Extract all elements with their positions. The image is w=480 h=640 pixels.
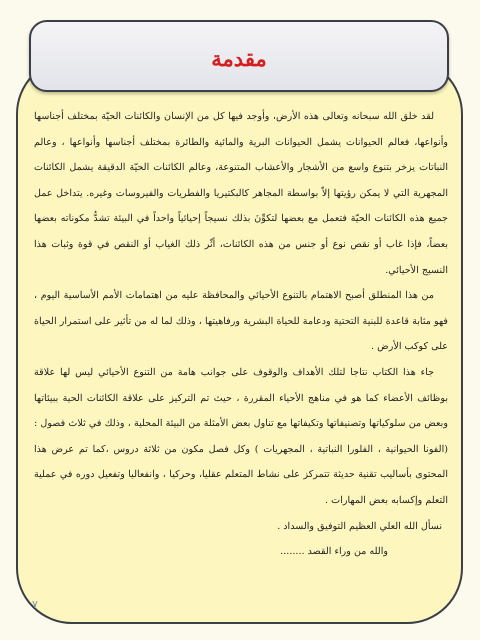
introduction-body — [34, 104, 448, 565]
paragraph-creation: لقد خلق الله سبحانه وتعالى هذه الأرض، وأوجد فيها كل من الإنسان والكائنات الحيّة بمختلف أجناسها وأنواعها، فعالم الحيوانات يشمل الحيوانات البرية والمائية والطائرة بمختلف أجناسها وأنواعها ، وعالم النباتات يزخر بتنوع واسع من الأشجار والأعشاب المتنوعة، وعالم الكائنات الحيّة الدقيقة يشمل الكائنات المجهرية التي لا يمكن رؤيتها إلاّ بواسطة المجاهر كالبكتيريا والفطريات والفيروسات وغيره. يتداخل عمل جميع هذه الكائنات الحيّة فتعمل مع بعضها لتكوِّنَ بذلك نسيجاً إحيائياً واحداً في البيئة تشدُّ مكوناته بعضها بعضاً، فإذا غاب أو نقص نوع أو جنس من هذه الكائنات، أثّر ذلك الغياب أو النقص في قوة وثبات هذا النسيج الأحيائي. — [34, 111, 448, 276]
page-number: ٧ — [32, 598, 38, 611]
closing-prayer: نسأل الله العلي العظيم التوفيق والسداد . — [277, 520, 442, 532]
paragraph-book-purpose: جاء هذا الكتاب نتاجا لتلك الأهداف والوقوف على جوانب هامة من التنوع الأحيائي ليس لها علاقة بوظائف الأعضاء كما هو في مناهج الأحياء المقررة ، حيث تم التركيز على علاقة الكائنات الحية ببيئاتها وبعض من سلوكياتها وتصنيفاتها وتكيفاتها مع تناول بعض الأمثلة من البيئة المحلية ، وذلك في ثلاث فصول :(الفونا الحيوانية ، الفلورا النباتية ، المجهريات ) وكل فصل مكون من ثلاثة دروس ،كما تم عرض هذا المحتوى بأساليب تقنية حديثة تتمركز على نشاط المتعلم عقليا، وحركيا ، وانفعاليا وتفعيل دوره في عملية التعلم وإكسابه بعض المهارات . — [34, 366, 448, 506]
title-banner — [29, 20, 449, 92]
page-title: مقدمة — [211, 45, 267, 71]
closing-signoff: والله من وراء القصد ........ — [280, 546, 388, 558]
paragraph-importance: من هذا المنطلق أصبح الاهتمام بالتنوع الأحيائي والمحافظة عليه من اهتمامات الأمم الأساسية اليوم ، فهو مثابة قاعدة للبنية التحتية ودعامة للحياة البشرية ورفاهيتها ، وذلك لما له من تأثير على استمرار الحياة على كوكب الأرض . — [34, 290, 448, 353]
